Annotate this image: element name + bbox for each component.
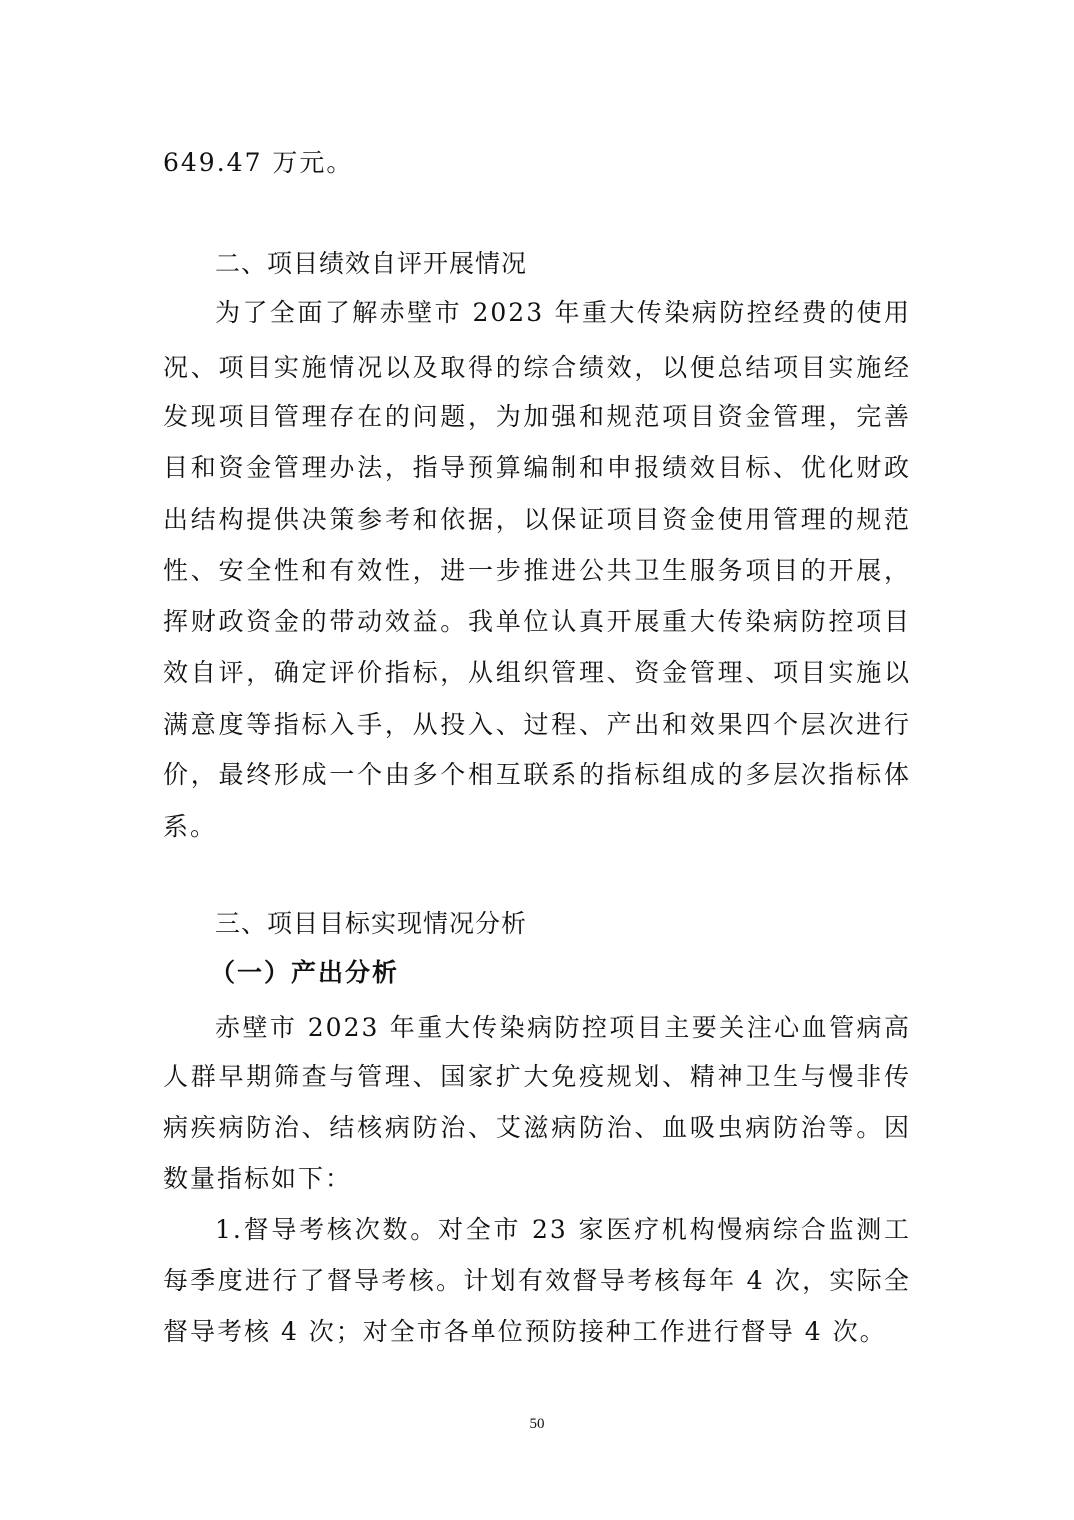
paragraph-line: 发现项目管理存在的问题，为加强和规范项目资金管理，完善 <box>163 402 911 431</box>
paragraph-line: 赤壁市 2023 年重大传染病防控项目主要关注心血管病高 <box>215 1013 911 1042</box>
paragraph-line: 督导考核 4 次；对全市各单位预防接种工作进行督导 4 次。 <box>163 1317 887 1346</box>
paragraph-line: 人群早期筛查与管理、国家扩大免疫规划、精神卫生与慢非传 <box>163 1062 911 1091</box>
paragraph-line: 况、项目实施情况以及取得的综合绩效，以便总结项目实施经 <box>163 353 911 382</box>
subsection-heading: （一）产出分析 <box>210 958 400 987</box>
paragraph-line: 满意度等指标入手，从投入、过程、产出和效果四个层次进行 <box>163 710 911 739</box>
paragraph-line: 价，最终形成一个由多个相互联系的指标组成的多层次指标体 <box>163 760 911 789</box>
section-heading-2: 二、项目绩效自评开展情况 <box>215 249 528 278</box>
paragraph-line: 每季度进行了督导考核。计划有效督导考核每年 4 次，实际全 <box>163 1266 911 1295</box>
paragraph-line: 目和资金管理办法，指导预算编制和申报绩效目标、优化财政 <box>163 453 911 482</box>
paragraph-line: 效自评，确定评价指标，从组织管理、资金管理、项目实施以 <box>163 658 911 687</box>
paragraph-line: 1.督导考核次数。对全市 23 家医疗机构慢病综合监测工 <box>215 1215 911 1244</box>
paragraph-line: 系。 <box>163 812 218 841</box>
paragraph-line: 病疾病防治、结核病防治、艾滋病防治、血吸虫病防治等。因 <box>163 1113 911 1142</box>
paragraph-line: 挥财政资金的带动效益。我单位认真开展重大传染病防控项目 <box>163 607 911 636</box>
page-number: 50 <box>529 1416 545 1432</box>
paragraph-line: 为了全面了解赤壁市 2023 年重大传染病防控经费的使用 <box>215 298 911 327</box>
paragraph-line: 出结构提供决策参考和依据，以保证项目资金使用管理的规范 <box>163 505 911 534</box>
paragraph-line: 性、安全性和有效性，进一步推进公共卫生服务项目的开展， <box>163 556 911 585</box>
section-heading-3: 三、项目目标实现情况分析 <box>215 909 528 938</box>
paragraph-line: 数量指标如下： <box>163 1164 353 1193</box>
carryover-line: 649.47 万元。 <box>163 148 354 177</box>
